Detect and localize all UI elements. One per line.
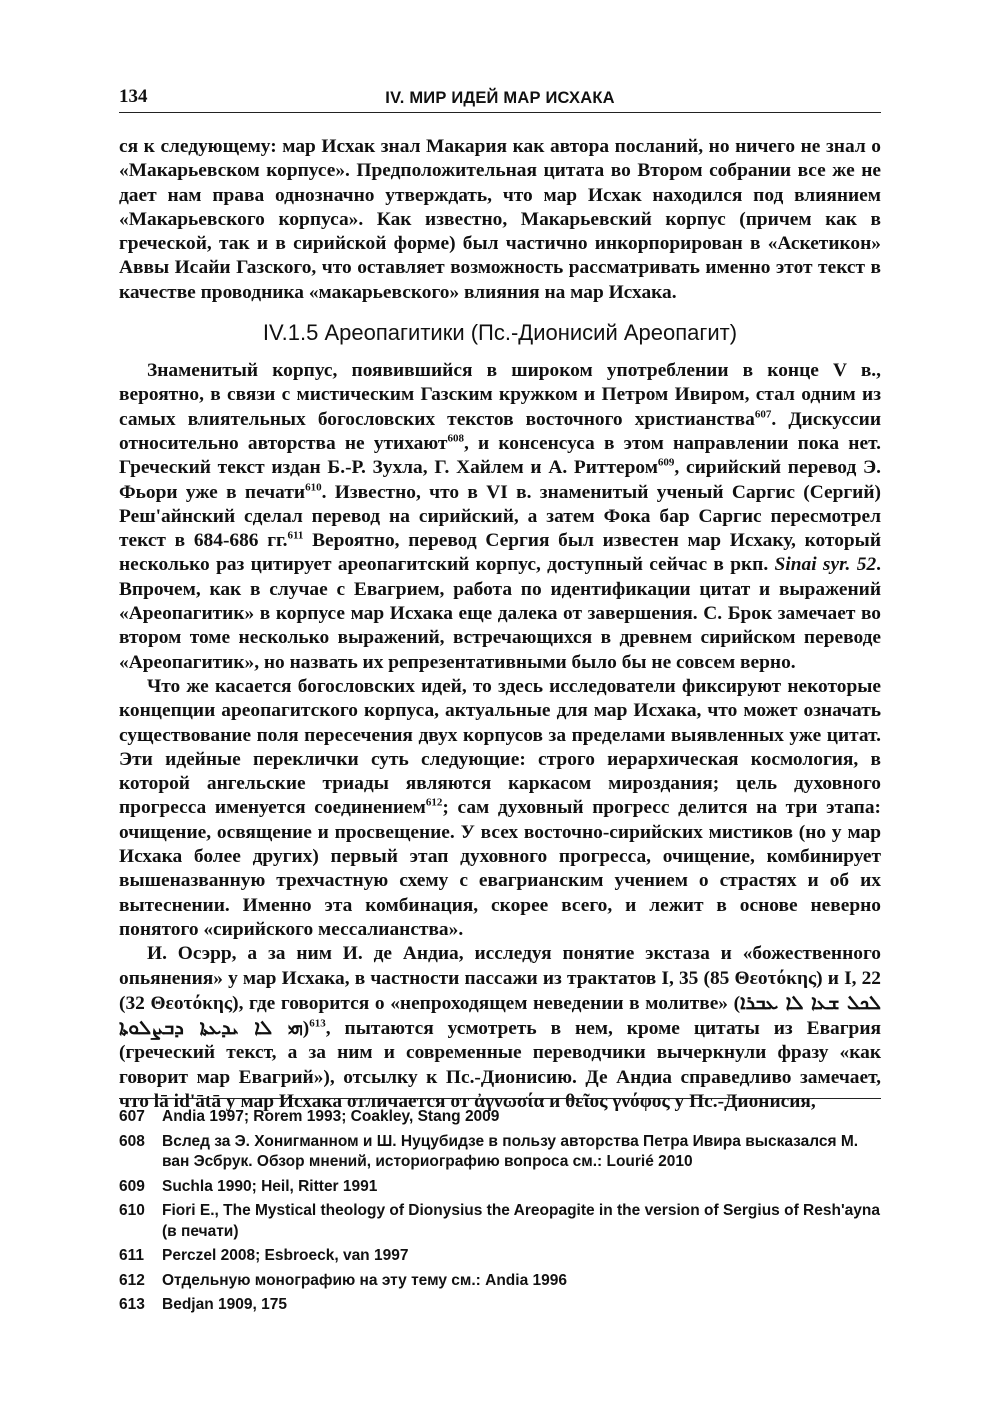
footnote-text: Perczel 2008; Esbroeck, van 1997 [162, 1247, 409, 1264]
footnote-ref-610[interactable]: 610 [305, 481, 322, 494]
body-text [119, 135, 881, 1114]
footnote-text: Вслед за Э. Хонигманном и Ш. Нуцубидзе в пользу авторства Петра Ивира высказался М. ван Эсбрук. Обзор мнений, историографию вопроса см.: Lourié 2010 [162, 1132, 859, 1170]
footnote-number: 613 [119, 1296, 145, 1313]
paragraph-corpus: Знаменитый корпус, появившийся в широком употреблении в конце V в., вероятно, в связи с мистическим Газским кружком и Петром Ивиром, стал одним из самых влиятельных богословских текстов восточного христианства$^{607}$. Дискуссии относительно авторства не утихают$^{608}$, и консенсуса в этом направлении пока нет. Греческий текст издан Б.-Р. Зухла, Г. Хайлем и А. Риттером$^{609}$, сирийский перевод Э. Фьори уже в печати$^{610}$. Известно, что в VI в. знаменитый ученый Саргис (Сергий) Реш'айнский сделал перевод на сирийский, а затем Фока бар Саргис пересмотрел текст в 684-686 гг.$^{611}$ Вероятно, перевод Сергия был известен мар Исхаку, который несколько раз цитирует ареопагитский корпус, доступный сейчас в ркп. Sinai syr. 52. Впрочем, как в случае с Евагрием, работа по идентификации цитат и выражений «Ареопагитик» в корпусе мар Исхака еще далека от завершения. С. Брок замечает во втором томе несколько выражений, встречающихся в древнем сирийском переводе «Ареопагитик», но назвать их репрезентативными было бы не совсем верно. [119, 360, 882, 673]
page-number: 134 [119, 86, 148, 107]
footnote-number: 607 [119, 1108, 145, 1125]
footnote-number: 608 [119, 1132, 145, 1150]
running-head: IV. МИР ИДЕЙ МАР ИСХАКА [385, 89, 615, 107]
footnote-613 [119, 1295, 881, 1316]
footnote-number: 611 [119, 1247, 145, 1264]
book-page [119, 80, 882, 1313]
footnote-ref-613[interactable]: 613 [309, 1017, 326, 1030]
section-title: IV.1.5 Ареопагитики (Пс.-Дионисий Ареопагит) [262, 320, 738, 346]
footnote-609 [119, 1177, 881, 1198]
footnote-text: Bedjan 1909, 175 [162, 1296, 287, 1313]
footnote-ref-608[interactable]: 608 [447, 432, 464, 445]
page-header [119, 80, 881, 113]
footnote-number: 609 [119, 1177, 145, 1195]
paragraph-ecstasy: И. Осэрр, а за ним И. де Андиа, исследуя понятие экстаза и «божественного опьянения» у мар Исхака, в частности пассажи из трактатов I, 35 (85 Θεοτόκης) и I, 22 (32 Θεοτόκης), где говорится о «непроходящем неведении в молитве» (ܠܟܠ ܫܥܐ ܠܐ ܥܒܪܐ ܗܝ ܠܐ ܝܕܥܬܐ ܕܒܨܠܘܬܐ)$^{613}$, пытаются усмотреть в нем, кроме цитаты из Евагрия (греческий текст, а за ним и современные переводчики вычеркнули фразу «как говорит мар Евагрий»), отсылку к Пс.-Дионисию. Де Андиа справедливо замечает, что lā id'ātā у мар Исхака отличается от ἀγνωσία и θεῖος γνόφος у Пс.-Дионисия, [119, 943, 881, 1112]
footnote-text: Fiori E., The Mystical theology of Dionysius the Areopagite in the version of Sergius of Resh'ayna (в печати) [162, 1202, 880, 1240]
footnote-text: Отдельную монографию на эту тему см.: Andia 1996 [162, 1271, 567, 1289]
footnotes-section [119, 1098, 881, 1320]
footnote-number: 612 [119, 1271, 145, 1289]
footnote-ref-612[interactable]: 612 [425, 796, 443, 809]
paragraph-theology: Что же касается богословских идей, то здесь исследователи фиксируют некоторые концепции ареопагитского корпуса, актуальные для мар Исхака, что может означать существование поля пересечения двух корпусов за пределами выявленных уже цитат. Эти идейные переклички суть следующие: строго иерархическая космология, в которой ангельские триады являются каркасом мироздания; цель духовного прогресса именуется соединением$^{612}$; сам духовный прогресс делится на три этапа: очищение, освящение и просвещение. У всех восточно-сирийских мистиков (но у мар Исхака более других) первый этап духовного прогресса, очищение, комбинирует вышеназванную трехчастную схему с евагрианским учением о страстях и об их вытеснении. Именно эта комбинация, скорее всего, и лежит в основе неверно понятого «сирийского мессалианства». [119, 675, 881, 940]
footnote-ref-611[interactable]: 611 [287, 529, 304, 542]
footnote-number: 610 [119, 1202, 145, 1219]
footnote-611 [119, 1246, 881, 1267]
intro-paragraph: ся к следующему: мар Исхак знал Макария как автора посланий, но ничего не знал о «Макарьевском корпусе». Предположительная цитата во Втором собрании все же не дает нам права однозначно утверждать, что мар Исхак находился под влиянием «Макарьевского корпуса». Как известно, Макарьевский корпус (причем как в греческой, так и в сирийской форме) был частично инкорпорирован в «Аскетикон» Аввы Исайи Газского, что оставляет возможность рассматривать именно этот текст в качестве проводника «макарьевского» влияния на мар Исхака. [119, 136, 881, 303]
footnote-text: Suchla 1990; Heil, Ritter 1991 [162, 1177, 378, 1195]
footnote-ref-609[interactable]: 609 [657, 456, 675, 469]
footnote-text: Andia 1997; Rorem 1993; Coakley, Stang 2009 [162, 1108, 500, 1125]
manuscript-siglum: Sinai syr. 52 [774, 554, 877, 576]
footnote-608 [119, 1132, 881, 1173]
footnote-610 [119, 1201, 881, 1242]
syriac-quotation: ܠܟܠ ܫܥܐ ܠܐ ܥܒܪܐ ܗܝ ܠܐ ܝܕܥܬܐ ܕܒܨܠܘܬܐ [119, 990, 881, 1040]
footnote-ref-607[interactable]: 607 [754, 408, 772, 421]
footnote-607 [119, 1107, 881, 1128]
footnote-612 [119, 1271, 881, 1292]
